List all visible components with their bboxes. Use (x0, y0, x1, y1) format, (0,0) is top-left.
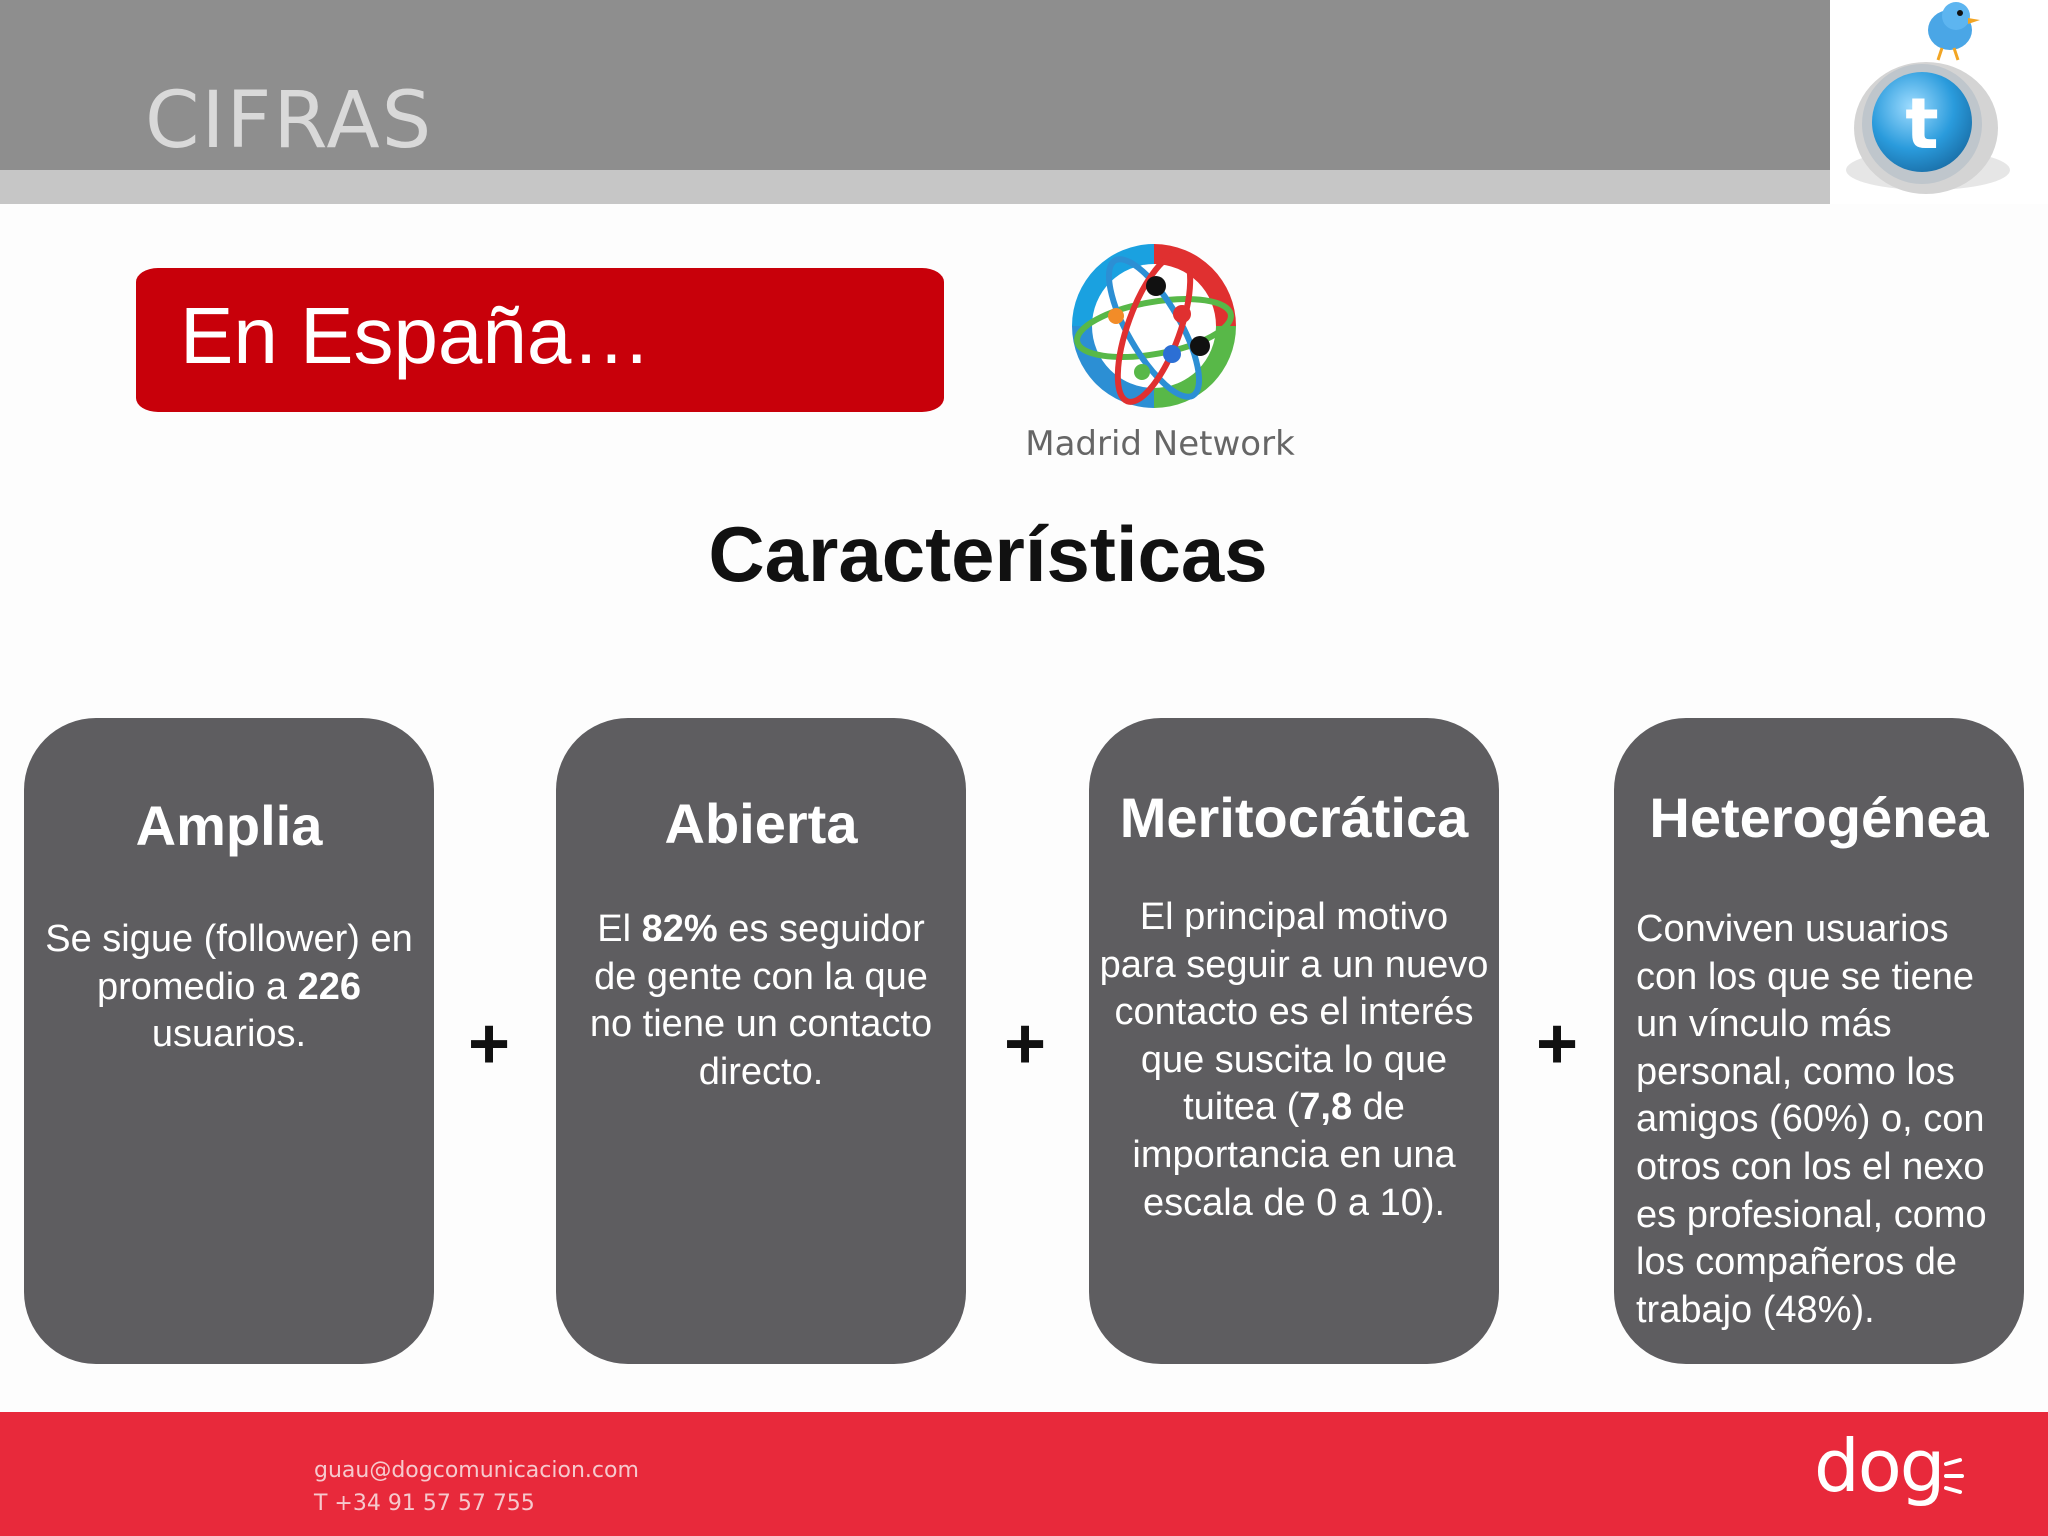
card-body (556, 906, 966, 1096)
brand-logo: dog (1814, 1424, 1944, 1508)
card-title: Heterogénea (1649, 786, 1989, 849)
brand-mark-icon (1944, 1456, 1964, 1496)
card-body-text: El principal motivo para seguir a un nuevo contacto es el interés que suscita lo que tuitea ( (1099, 896, 1489, 1129)
plus-connector: + (1535, 1004, 1579, 1084)
svg-text:t: t (1905, 83, 1939, 165)
card-body-text: usuarios. (151, 1013, 307, 1056)
footer (0, 1412, 2048, 1536)
card-title: Meritocrática (1119, 786, 1469, 849)
page-title: CIFRAS (145, 76, 434, 166)
card-body-text: de importancia en una escala de 0 a 10). (1132, 1086, 1456, 1224)
section-banner (136, 268, 944, 412)
atom-network-icon (1064, 236, 1244, 416)
feature-card-meritocratica (1089, 718, 1499, 1364)
feature-card-amplia (24, 718, 434, 1364)
section-banner-text: En España… (180, 291, 652, 380)
card-body: Conviven usuarios con los que se tiene un vínculo más personal, como los amigos (60%) o, con otros con los el nexo es profesional, como los compañeros de trabajo (48%). (1636, 908, 1987, 1331)
plus-connector: + (467, 1004, 511, 1084)
card-title: Abierta (664, 792, 858, 855)
partner-logo-caption: Madrid Network (1025, 424, 1295, 464)
card-body-highlight: 7,8 (1299, 1086, 1353, 1129)
card-body (1089, 894, 1499, 1227)
section-title: Características (708, 510, 1268, 598)
card-title: Amplia (135, 794, 323, 857)
card-body-highlight: 226 (297, 965, 362, 1008)
plus-connector: + (1003, 1004, 1047, 1084)
card-body-text: es seguidor de gente con la que no tiene un contacto directo. (589, 908, 933, 1093)
footer-contact (314, 1454, 639, 1520)
twitter-bird-icon (1830, 0, 2048, 204)
footer-phone: T +34 91 57 57 755 (314, 1491, 535, 1516)
footer-email[interactable]: guau@dogcomunicacion.com (314, 1458, 639, 1483)
card-body-text: Se sigue (follower) en promedio a (45, 918, 413, 1008)
feature-card-heterogenea (1614, 718, 2024, 1364)
card-body-highlight: 82% (641, 908, 718, 950)
card-body-text: El (597, 908, 642, 950)
header-stripe (0, 170, 1830, 204)
feature-card-abierta (556, 718, 966, 1364)
card-body (24, 916, 434, 1059)
